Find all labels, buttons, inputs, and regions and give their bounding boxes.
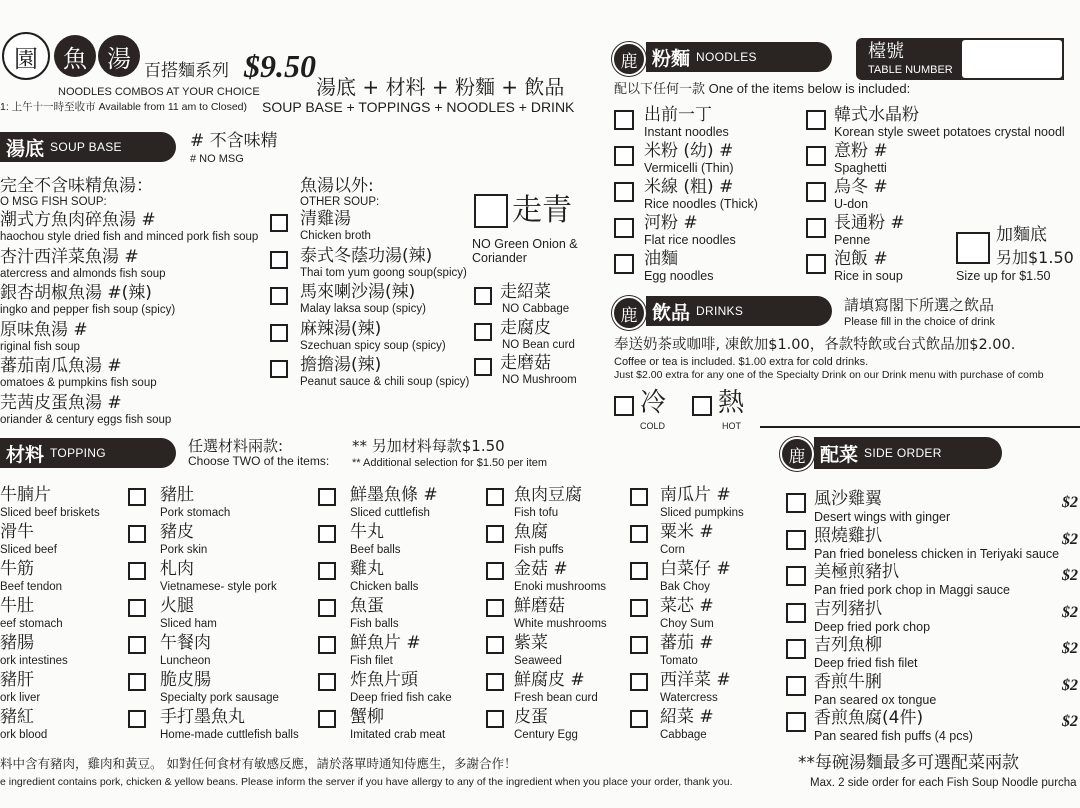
nomsg-soup-desc: omatoes & pumpkins fish soup — [0, 377, 157, 389]
noodle-checkbox[interactable] — [614, 110, 634, 130]
topping-name: 炸魚片頭 — [350, 670, 418, 690]
topping-name: 白菜仔 # — [660, 559, 731, 579]
drinks-header — [646, 296, 832, 326]
side-order-price: $2 — [1062, 567, 1078, 584]
other-soup-name: 馬來喇沙湯(辣) — [300, 282, 416, 302]
topping-checkbox[interactable] — [630, 673, 648, 691]
topping-desc: Pork skin — [160, 544, 208, 556]
noodle-checkbox[interactable] — [806, 254, 826, 274]
topping-name: 手打墨魚丸 — [160, 707, 245, 727]
topping-name: 午餐肉 — [160, 633, 211, 653]
topping-checkbox[interactable] — [630, 525, 648, 543]
logo-char-1: 園 — [2, 32, 50, 80]
topping-checkbox[interactable] — [318, 710, 336, 728]
other-soup-title-en: OTHER SOUP: — [300, 196, 380, 208]
drinks-header-en: DRINKS — [696, 304, 744, 318]
topping-name: 鮮墨魚條 # — [350, 485, 438, 505]
size-up-zh-1: 加麵底 — [996, 225, 1047, 245]
topping-desc: White mushrooms — [514, 618, 607, 630]
topping-name: 蕃茄 # — [660, 633, 714, 653]
choose-two-zh: 任選材料兩款: — [188, 437, 284, 455]
soup-base-header — [0, 132, 176, 162]
hot-checkbox[interactable] — [692, 396, 712, 416]
side-order-name: 香煎魚腐(4件) — [814, 708, 924, 728]
topping-name: 菜芯 # — [660, 596, 714, 616]
side-order-checkbox[interactable] — [786, 639, 806, 659]
no-ingredient-zh: 走腐皮 — [500, 317, 551, 338]
logo-char-3: 湯 — [98, 35, 140, 77]
topping-desc: Beef balls — [350, 544, 401, 556]
topping-name: 魚肉豆腐 — [514, 485, 582, 505]
noodle-checkbox[interactable] — [614, 218, 634, 238]
topping-desc: Deep fried fish cake — [350, 692, 452, 704]
topping-checkbox[interactable] — [318, 599, 336, 617]
cold-en: COLD — [640, 421, 666, 431]
topping-checkbox[interactable] — [630, 562, 648, 580]
other-soup-name: 麻辣湯(辣) — [300, 318, 382, 339]
topping-header — [0, 438, 176, 468]
nomsg-title-zh: 完全不含味精魚湯： — [0, 176, 153, 196]
topping-checkbox[interactable] — [630, 599, 648, 617]
topping-desc: Luncheon — [160, 655, 211, 667]
topping-checkbox[interactable] — [486, 636, 504, 654]
size-up-checkbox[interactable] — [956, 232, 990, 264]
topping-checkbox[interactable] — [486, 562, 504, 580]
topping-checkbox[interactable] — [128, 488, 146, 506]
other-soup-desc: Szechuan spicy soup (spicy) — [300, 339, 446, 352]
other-soup-name: 清雞湯 — [300, 209, 351, 229]
topping-name: 紹菜 # — [660, 707, 714, 727]
cold-zh: 冷 — [640, 388, 667, 418]
side-note-zh: **每碗湯麵最多可選配菜兩款 — [798, 753, 1019, 773]
side-order-desc: Deep fried fish filet — [814, 656, 918, 670]
topping-desc: Seaweed — [514, 655, 562, 667]
nomsg-soup-name: 蕃茄南瓜魚湯 # — [0, 356, 122, 376]
side-order-desc: Pan fried pork chop in Maggi sauce — [814, 583, 1010, 597]
nomsg-soup-name: 銀杏胡椒魚湯 #(辣) — [0, 283, 152, 303]
side-order-header — [814, 437, 1002, 469]
topping-desc: Beef tendon — [0, 581, 63, 593]
topping-desc: Century Egg — [514, 729, 578, 741]
noodle-checkbox[interactable] — [806, 146, 826, 166]
extra-topping-zh: ** 另加材料每款$1.50 — [352, 437, 505, 455]
topping-checkbox[interactable] — [486, 710, 504, 728]
side-order-checkbox[interactable] — [786, 712, 806, 732]
topping-desc: Sliced beef — [0, 544, 57, 556]
side-order-desc: Desert wings with ginger — [814, 510, 951, 524]
topping-name: 豬肚 — [160, 485, 194, 505]
drinks-divider — [760, 426, 1080, 428]
noodle-name: 泡飯 # — [834, 249, 888, 269]
drinks-line-3: Just $2.00 extra for any one of the Specialty Drink on our Drink menu with purchase of comb — [614, 369, 1044, 381]
side-order-name: 吉列豬扒 — [814, 598, 882, 619]
noodle-name: 米粉 (幼) # — [644, 141, 734, 161]
extra-topping-en: ** Additional selection for $1.50 per item — [352, 457, 548, 469]
table-number-input[interactable] — [962, 40, 1062, 78]
noodle-name: 長通粉 # — [834, 213, 905, 233]
side-order-checkbox[interactable] — [786, 603, 806, 623]
hot-zh: 熱 — [718, 388, 745, 418]
nomsg-soup-desc: oriander & century eggs fish soup — [0, 413, 172, 426]
no-ingredient-zh: 走紹菜 — [500, 282, 551, 302]
cold-checkbox[interactable] — [614, 396, 634, 416]
no-ingredient-checkbox[interactable] — [474, 287, 492, 305]
topping-name: 鮮腐皮 # — [514, 670, 585, 690]
topping-name: 牛腩片 — [0, 485, 51, 505]
topping-desc: eef stomach — [0, 618, 63, 630]
topping-name: 火腿 — [160, 596, 194, 616]
topping-name: 豬腸 — [0, 633, 34, 653]
topping-desc: Imitated crab meat — [350, 729, 446, 741]
topping-checkbox[interactable] — [318, 525, 336, 543]
topping-header-en: TOPPING — [50, 446, 106, 460]
noodle-desc: Flat rice noodles — [644, 233, 736, 247]
side-order-header-zh: 配菜 — [820, 444, 859, 466]
topping-checkbox[interactable] — [128, 562, 146, 580]
topping-desc: Fish balls — [350, 618, 399, 630]
topping-checkbox[interactable] — [486, 488, 504, 506]
noodle-name: 意粉 # — [834, 141, 888, 161]
hot-en: HOT — [722, 421, 741, 431]
noodle-desc: Egg noodles — [644, 269, 714, 283]
topping-desc: Choy Sum — [660, 618, 714, 630]
noodle-checkbox[interactable] — [806, 182, 826, 202]
table-number-zh: 檯號 — [868, 41, 904, 62]
logo-char-2: 魚 — [54, 35, 96, 77]
other-soup-title-zh: 魚湯以外: — [300, 176, 374, 196]
formula-en: SOUP BASE + TOPPINGS + NOODLES + DRINK — [262, 99, 575, 115]
size-up-zh-2: 另加$1.50 — [996, 248, 1074, 267]
noodle-name: 河粉 # — [644, 213, 698, 233]
topping-desc: Fish filet — [350, 655, 393, 667]
drinks-fill-zh: 請填寫閣下所選之飲品 — [844, 296, 995, 314]
noodle-desc: Rice noodles (Thick) — [644, 197, 758, 211]
hours-note: 1: 上午十一時至收市 Available from 11 am to Closed) — [0, 101, 248, 113]
topping-desc: Fresh bean curd — [514, 692, 598, 704]
topping-desc: Corn — [660, 544, 685, 556]
noodle-checkbox[interactable] — [806, 110, 826, 130]
topping-desc: Watercress — [660, 692, 718, 704]
noodle-name: 米線 (粗) # — [644, 177, 734, 197]
no-ingredient-checkbox[interactable] — [474, 358, 492, 376]
noodles-header — [646, 42, 832, 72]
topping-name: 鮮磨菇 — [514, 596, 565, 616]
topping-desc: Vietnamese- style pork — [160, 581, 277, 593]
topping-checkbox[interactable] — [630, 636, 648, 654]
nomsg-title-en: O MSG FISH SOUP: — [0, 196, 107, 208]
soup-base-header-zh: 湯底 — [6, 138, 45, 160]
topping-desc: ork intestines — [0, 655, 68, 667]
topping-name: 牛筋 — [0, 559, 34, 579]
noodle-desc: Spaghetti — [834, 161, 887, 175]
side-order-price: $2 — [1062, 494, 1078, 511]
topping-name: 鮮魚片 # — [350, 633, 421, 653]
topping-name: 牛丸 — [350, 522, 384, 542]
topping-name: 西洋菜 # — [660, 670, 731, 690]
size-up-en: Size up for $1.50 — [956, 269, 1051, 283]
topping-desc: Tomato — [660, 655, 698, 667]
no-ingredient-en: NO Bean curd — [502, 338, 575, 351]
topping-checkbox[interactable] — [318, 488, 336, 506]
noodle-desc: Korean style sweet potatoes crystal noodl — [834, 125, 1065, 139]
other-soup-name: 泰式冬蔭功湯(辣) — [300, 245, 433, 266]
topping-desc: Cabbage — [660, 729, 707, 741]
noodle-desc: Vermicelli (Thin) — [644, 161, 734, 175]
noodle-checkbox[interactable] — [806, 218, 826, 238]
noodles-header-zh: 粉麵 — [652, 48, 691, 70]
choose-two-en: Choose TWO of the items: — [188, 454, 330, 468]
topping-name: 牛肚 — [0, 596, 34, 616]
other-soup-desc: Chicken broth — [300, 230, 371, 242]
other-soup-checkbox[interactable] — [270, 324, 288, 342]
topping-name: 雞丸 — [350, 559, 384, 579]
side-order-name: 照燒雞扒 — [814, 525, 882, 546]
noodles-pick-note: 配以下任何一款 One of the items below is included: — [614, 81, 911, 96]
nomsg-soup-name: 潮式方魚肉碎魚湯 # — [0, 210, 156, 230]
noodle-desc: Rice in soup — [834, 269, 903, 283]
side-order-header-en: SIDE ORDER — [864, 446, 942, 460]
side-order-desc: Deep fried pork chop — [814, 619, 931, 634]
topping-desc: Home-made cuttlefish balls — [160, 729, 299, 741]
topping-desc: Specialty pork sausage — [160, 692, 279, 704]
drinks-fill-en: Please fill in the choice of drink — [844, 316, 996, 328]
topping-name: 魚腐 — [514, 522, 548, 542]
noodle-checkbox[interactable] — [614, 146, 634, 166]
combo-subtitle: NOODLES COMBOS AT YOUR CHOICE — [58, 86, 260, 98]
side-order-checkbox[interactable] — [786, 530, 806, 550]
topping-desc: ork liver — [0, 692, 41, 704]
nomsg-soup-desc: haochou style dried fish and minced pork fish soup — [0, 231, 259, 243]
other-soup-desc: Peanut sauce & chili soup (spicy) — [300, 376, 470, 388]
topping-checkbox[interactable] — [128, 673, 146, 691]
topping-name: 豬皮 — [160, 522, 194, 542]
topping-checkbox[interactable] — [128, 525, 146, 543]
topping-desc: Fish tofu — [514, 507, 559, 519]
side-order-price: $2 — [1062, 603, 1078, 621]
other-soup-checkbox[interactable] — [270, 214, 288, 232]
nomsg-soup-name: 芫茜皮蛋魚湯 # — [0, 392, 122, 413]
topping-name: 滑牛 — [0, 522, 34, 542]
topping-desc: Chicken balls — [350, 581, 419, 593]
topping-name: 皮蛋 — [514, 707, 548, 727]
nomsg-soup-desc: ingko and pepper fish soup (spicy) — [0, 304, 176, 316]
no-green-en-1: NO Green Onion & — [472, 237, 578, 251]
noodle-desc: Penne — [834, 233, 871, 247]
drinks-header-zh: 飲品 — [652, 302, 691, 324]
noodle-name: 出前一丁 — [644, 105, 712, 125]
soup-base-header-en: SOUP BASE — [50, 140, 122, 154]
topping-name: 豬紅 — [0, 707, 34, 727]
table-number-en: TABLE NUMBER — [868, 64, 953, 76]
no-ingredient-en: NO Mushroom — [502, 374, 577, 386]
allergy-note-en: e ingredient contains pork, chicken & yellow beans. Please inform the server if you have allergy to any of the ingredient when you place your order, thank you. — [0, 776, 733, 788]
side-order-name: 美極煎豬扒 — [814, 562, 899, 582]
no-ingredient-zh: 走磨菇 — [500, 353, 551, 373]
side-order-price: $2 — [1062, 640, 1078, 657]
topping-name: 札肉 — [160, 559, 194, 579]
side-order-name: 吉列魚柳 — [814, 635, 882, 655]
nomsg-soup-name: 杏汁西洋菜魚湯 # — [0, 246, 139, 267]
topping-desc: Bak Choy — [660, 581, 710, 593]
drinks-logo: 鹿 — [612, 296, 646, 330]
other-soup-checkbox[interactable] — [270, 360, 288, 378]
noodle-checkbox[interactable] — [614, 182, 634, 202]
topping-desc: Fish puffs — [514, 544, 564, 556]
other-soup-checkbox[interactable] — [270, 251, 288, 269]
side-note-en: Max. 2 side order for each Fish Soup Noodle purcha — [810, 777, 1077, 789]
other-soup-name: 擔擔湯(辣) — [300, 355, 382, 375]
topping-checkbox[interactable] — [630, 488, 648, 506]
drinks-line-2: Coffee or tea is included. $1.00 extra for cold drinks. — [614, 356, 869, 368]
noodle-name: 烏冬 # — [834, 177, 888, 197]
other-soup-desc: Malay laksa soup (spicy) — [300, 303, 426, 315]
side-order-desc: Pan seared fish puffs (4 pcs) — [814, 729, 973, 743]
topping-name: 紫菜 — [514, 633, 548, 653]
side-order-checkbox[interactable] — [786, 566, 806, 586]
nomsg-soup-desc: atercress and almonds fish soup — [0, 267, 166, 280]
nomsg-soup-desc: riginal fish soup — [0, 340, 80, 353]
side-order-name: 香煎牛脷 — [814, 671, 882, 692]
topping-checkbox[interactable] — [128, 636, 146, 654]
no-green-zh: 走青 — [512, 193, 572, 228]
drinks-line-1: 奉送奶茶或咖啡, 凍飲加$1.00，各款特飲或台式飲品加$2.00. — [614, 337, 1016, 353]
no-ingredient-en: NO Cabbage — [502, 303, 570, 315]
topping-checkbox[interactable] — [486, 599, 504, 617]
topping-name: 南瓜片 # — [660, 485, 731, 505]
no-green-en-2: Coriander — [472, 251, 527, 265]
noodle-desc: Instant noodles — [644, 125, 729, 139]
topping-name: 蟹柳 — [350, 707, 384, 727]
side-order-price: $2 — [1062, 713, 1078, 730]
topping-header-zh: 材料 — [6, 444, 45, 466]
topping-desc: Sliced beef briskets — [0, 507, 100, 519]
topping-checkbox[interactable] — [318, 562, 336, 580]
other-soup-desc: Thai tom yum goong soup(spicy) — [300, 266, 467, 279]
side-order-desc: Pan fried boneless chicken in Teriyaki sauce — [814, 546, 1060, 561]
no-msg-en: # NO MSG — [190, 153, 244, 165]
topping-checkbox[interactable] — [128, 710, 146, 728]
nomsg-soup-name: 原味魚湯 # — [0, 319, 88, 340]
side-logo: 鹿 — [780, 437, 814, 471]
side-order-checkbox[interactable] — [786, 676, 806, 696]
topping-name: 豬肝 — [0, 670, 34, 690]
side-order-desc: Pan seared ox tongue — [814, 692, 937, 707]
topping-desc: Sliced cuttlefish — [350, 507, 430, 519]
topping-name: 脆皮腸 — [160, 670, 211, 690]
side-order-name: 風沙雞翼 — [814, 489, 882, 509]
side-order-price: $2 — [1062, 530, 1078, 548]
side-order-checkbox[interactable] — [786, 493, 806, 513]
topping-checkbox[interactable] — [486, 525, 504, 543]
noodle-checkbox[interactable] — [614, 254, 634, 274]
topping-desc: Sliced pumpkins — [660, 507, 744, 519]
topping-checkbox[interactable] — [630, 710, 648, 728]
topping-checkbox[interactable] — [486, 673, 504, 691]
noodle-name: 韓式水晶粉 — [834, 105, 919, 125]
noodles-header-en: NOODLES — [696, 50, 757, 64]
topping-name: 魚蛋 — [350, 596, 384, 616]
combo-price: $9.50 — [244, 48, 316, 84]
noodles-logo: 鹿 — [612, 42, 646, 76]
topping-name: 粟米 # — [660, 522, 714, 542]
topping-desc: Enoki mushrooms — [514, 581, 607, 593]
noodle-desc: U-don — [834, 197, 869, 211]
side-order-price: $2 — [1062, 676, 1078, 694]
formula-zh: 湯底 + 材料 + 粉麵 + 飲品 — [316, 75, 565, 99]
noodle-name: 油麵 — [644, 249, 678, 269]
topping-name: 金菇 # — [514, 559, 568, 579]
no-green-checkbox[interactable] — [474, 194, 508, 228]
series-title: 百搭麵系列 — [144, 61, 229, 81]
other-soup-checkbox[interactable] — [270, 287, 288, 305]
topping-desc: Pork stomach — [160, 507, 231, 519]
no-ingredient-checkbox[interactable] — [474, 323, 492, 341]
topping-checkbox[interactable] — [318, 673, 336, 691]
allergy-note-zh: 料中含有豬肉，雞肉和黃豆。 如對任何食材有敏感反應，請於落單時通知侍應生，多謝合作！ — [0, 756, 517, 771]
topping-checkbox[interactable] — [128, 599, 146, 617]
no-msg-zh: # 不含味精 — [190, 131, 278, 151]
topping-checkbox[interactable] — [318, 636, 336, 654]
topping-desc: Sliced ham — [160, 618, 217, 630]
topping-desc: ork blood — [0, 729, 48, 741]
